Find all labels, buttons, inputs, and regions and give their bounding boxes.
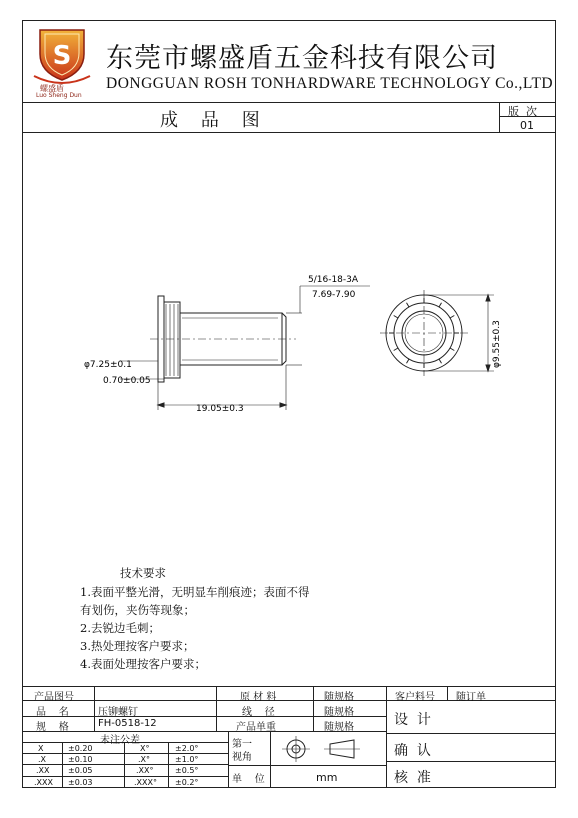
side-view xyxy=(120,286,370,410)
knurl-tooth xyxy=(394,316,398,319)
knurl-tooth xyxy=(439,303,442,307)
knurl-tooth xyxy=(407,359,410,363)
tol-a: .XX xyxy=(36,766,50,775)
unit-label: 单 位 xyxy=(232,774,265,785)
wire-dia-label: 线 径 xyxy=(242,707,275,718)
end-view xyxy=(380,290,494,376)
unit-value: mm xyxy=(316,771,338,784)
tol-d: ±2.0° xyxy=(175,744,199,753)
tol-c: .XX° xyxy=(136,766,154,775)
knurl-tooth xyxy=(450,316,454,319)
tol-a: .X xyxy=(38,755,47,764)
first-angle-projection-icon xyxy=(280,735,370,763)
dim-length: 19.05±0.3 xyxy=(196,404,244,414)
notes-line-3: 2.去锐边毛刺； xyxy=(80,621,160,635)
material-label: 原 材 料 xyxy=(240,692,277,703)
company-name-cn: 东莞市螺盛盾五金科技有限公司 xyxy=(106,43,498,74)
dim-head-dia: φ7.25±0.1 xyxy=(84,360,132,370)
tol-c: .X° xyxy=(138,755,151,764)
material-value: 随规格 xyxy=(324,692,354,703)
notes-title: 技术要求 xyxy=(120,566,166,580)
tol-d: ±0.2° xyxy=(175,778,199,787)
tol-b: ±0.20 xyxy=(68,744,93,753)
customer-no-label: 客户料号 xyxy=(395,692,435,703)
product-name-label: 品 名 xyxy=(36,707,69,718)
wire-dia-value: 随规格 xyxy=(324,707,354,718)
dim-head-thk: 0.70±0.05 xyxy=(103,376,151,386)
company-name-en: DONGGUAN ROSH TONHARDWARE TECHNOLOGY Co.,LTD xyxy=(106,75,554,92)
tol-c: X° xyxy=(140,744,150,753)
logo-text-cn: 螺盛盾 xyxy=(40,84,64,93)
notes-line-5: 4.表面处理按客户要求； xyxy=(80,657,206,671)
knurl-tooth xyxy=(407,303,410,307)
dim-thread-spec: 5/16-18-3A xyxy=(308,275,359,285)
notes-line-4: 3.热处理按客户要求； xyxy=(80,639,195,653)
knurl-tooth xyxy=(439,359,442,363)
unit-weight-label: 产品单重 xyxy=(236,722,276,733)
tol-a: X xyxy=(38,744,44,753)
svg-text:S: S xyxy=(52,41,72,71)
version-label: 版 次 xyxy=(508,105,537,118)
approve-label: 核 准 xyxy=(394,770,431,786)
knurl-tooth xyxy=(394,348,398,351)
customer-no-value: 随订单 xyxy=(456,692,486,703)
logo-text-en: Luo Sheng Dun xyxy=(36,92,82,99)
knurl-tooth xyxy=(450,348,454,351)
tol-b: ±0.05 xyxy=(68,766,93,775)
design-label: 设 计 xyxy=(394,712,431,728)
notes-line-1: 1.表面平整光滑，无明显车削痕迹；表面不得 xyxy=(80,585,310,599)
product-name: 压铆螺钉 xyxy=(98,707,138,718)
tolerance-title: 未注公差 xyxy=(100,735,140,746)
projection-label: 第一视角 xyxy=(232,739,252,763)
tol-c: .XXX° xyxy=(134,778,157,787)
confirm-label: 确 认 xyxy=(394,743,431,759)
tol-a: .XXX xyxy=(34,778,53,787)
tol-d: ±1.0° xyxy=(175,755,199,764)
tol-d: ±0.5° xyxy=(175,766,199,775)
dim-outer-dia: φ9.55±0.3 xyxy=(492,320,502,368)
notes-line-2: 有划伤，夹伤等现象； xyxy=(80,603,195,617)
tol-b: ±0.10 xyxy=(68,755,93,764)
tol-b: ±0.03 xyxy=(68,778,93,787)
unit-weight-value: 随规格 xyxy=(324,722,354,733)
version-value: 01 xyxy=(520,119,534,132)
dim-thread-range: 7.69-7.90 xyxy=(312,290,356,300)
sheet-title: 成 品 图 xyxy=(160,110,260,131)
product-no-label: 产品图号 xyxy=(34,692,74,703)
spec-label: 规 格 xyxy=(36,722,69,733)
spec-value: FH-0518-12 xyxy=(98,718,157,729)
